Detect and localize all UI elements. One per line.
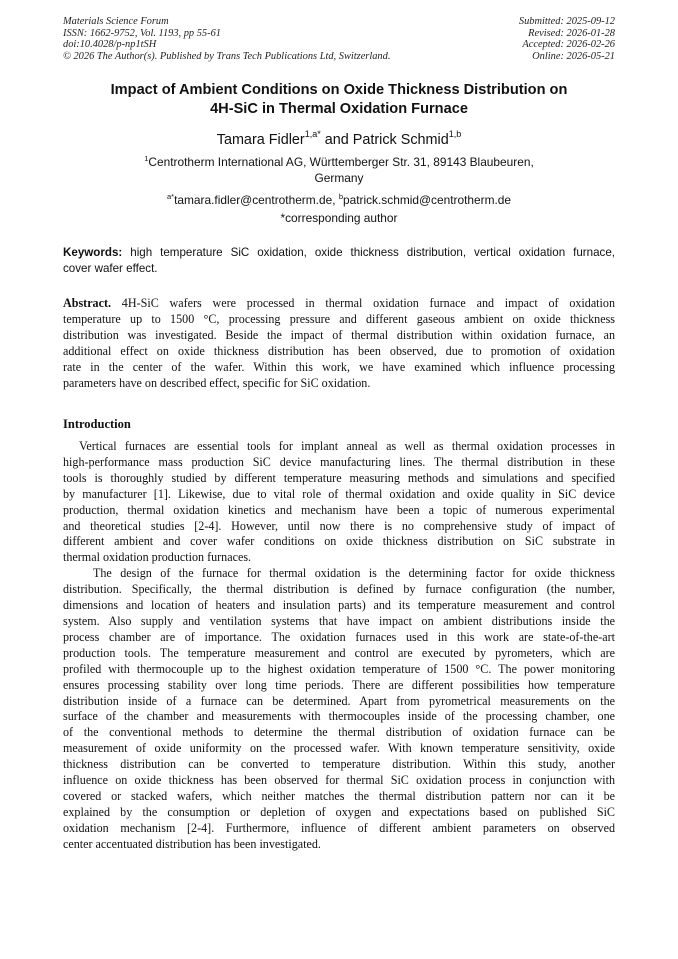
paragraph-line: ensures processing stability over long time periods. There are different possibilities how temperature <box>63 677 615 692</box>
section-heading-introduction: Introduction <box>63 417 131 431</box>
journal-name: Materials Science Forum <box>63 16 169 27</box>
paragraph-line: distribution. Specifically, the thermal distribution is defined by furnace configuration (the number, <box>63 582 615 597</box>
email-superscript: a* <box>166 192 175 201</box>
author-name: Tamara Fidler <box>216 131 305 148</box>
paragraph-line: different ambient and cover wafer conditions on oxide thickness distribution on SiC substrate in <box>63 534 615 549</box>
keywords-text: cover wafer effect. <box>63 261 158 275</box>
keywords-label: Keywords: <box>63 246 123 259</box>
affiliation <box>63 151 615 187</box>
paragraph-line: by manufacturer [1]. Likewise, due to vital role of thermal oxidation and oxide quality in SiC device <box>63 486 615 501</box>
paragraph-line: dimensions and location of heaters and insulation parts) and its temperature measurement and control <box>63 598 615 613</box>
introduction-body <box>63 439 615 853</box>
author-superscript: 1,b <box>448 129 462 139</box>
paragraph-line: measurement of oxide uniformity on the processed wafer. With known temperature sensitivity, oxide <box>63 741 615 756</box>
paragraph-line: distribution inside of a furnace can be determined. Apart from pyrometrical measurements on the <box>63 693 615 708</box>
affiliation-line: Centrotherm International AG, Württemberger Str. 31, 89143 Blaubeuren, <box>148 154 534 169</box>
abstract-line: distribution was investigated. Beside the impact of thermal distribution within oxidation furnace, an <box>63 327 615 342</box>
affiliation-line: Germany <box>314 171 364 186</box>
email-line <box>63 189 615 208</box>
abstract-line: parameters have on described effect, specific for SiC oxidation. <box>63 375 371 390</box>
paragraph-line: oxidation mechanism [2-4]. Furthermore, influence of different ambient parameters on observed <box>63 820 615 835</box>
author-list <box>63 126 615 149</box>
paragraph-line: system. Also supply and ventilation systems that have impact on ambient distributions inside the <box>63 613 615 628</box>
keywords-text: high temperature SiC oxidation, oxide thickness distribution, vertical oxidation furnace, <box>122 246 615 259</box>
paragraph-line: covered or stacked wafers, which neither matches the thermal distribution pattern nor can it be <box>63 788 615 803</box>
paragraph-line: The design of the furnace for thermal oxidation is the determining factor for oxide thickness <box>93 566 615 581</box>
paragraph-line: high-performance mass production SiC device manufacturing lines. The thermal distribution in these <box>63 454 615 469</box>
paper-title <box>63 81 615 118</box>
revised-date: Revised: 2026-01-28 <box>528 27 615 39</box>
abstract-label: Abstract. <box>63 296 112 310</box>
abstract-section <box>63 296 615 391</box>
online-date: Online: 2026-05-21 <box>532 50 615 62</box>
accepted-date: Accepted: 2026-02-26 <box>522 39 615 51</box>
title-line: 4H-SiC in Thermal Oxidation Furnace <box>210 100 468 117</box>
paragraph-line: of the conventional methods to determine the thermal distribution of oxidation furnace can be <box>63 725 615 740</box>
paragraph-line: surface of the chamber and measurements with thermocouples inside of the processing chamber, one <box>63 709 615 724</box>
paragraph-line: influence on oxide thickness has been observed for thermal SiC oxidation process in conjunction with <box>63 773 615 788</box>
title-line: Impact of Ambient Conditions on Oxide Thickness Distribution on <box>110 82 568 98</box>
affiliation-superscript: 1 <box>144 154 149 163</box>
paragraph-line: thickness distribution can be converted to temperature distribution. Within this study, another <box>63 757 615 772</box>
paragraph-line: center accentuated distribution has been investigated. <box>63 836 321 851</box>
paragraph-line: Vertical furnaces are essential tools for implant anneal as well as thermal oxidation processes in <box>79 439 615 453</box>
author-name: Patrick Schmid <box>352 131 449 148</box>
doi-line: doi:10.4028/p-np1tSH <box>63 39 157 51</box>
paragraph-line: and theoretical studies [2-4]. However, until now there is no comprehensive study of impact of <box>63 518 615 533</box>
journal-info <box>63 16 463 62</box>
paragraph-line: process chamber are of importance. The oxidation furnaces used in this work are state-of-the-art <box>63 629 615 644</box>
submitted-date: Submitted: 2025-09-12 <box>518 16 615 27</box>
paragraph-line: thermal oxidation production furnaces. <box>63 550 252 565</box>
paragraph-line: explained by the consumption or depletion of oxygen and expectations based on published SiC <box>63 804 615 819</box>
paragraph-line: profiled with thermocouple up to the highest oxidation temperature of 1500 °C. The power monitoring <box>63 661 615 676</box>
keywords-section <box>63 245 615 276</box>
corresponding-note: *corresponding author <box>280 211 398 225</box>
author-superscript: 1,a* <box>304 129 321 139</box>
abstract-text: 4H-SiC wafers were processed in thermal oxidation furnace and impact of oxidation <box>111 296 615 310</box>
copyright-line: © 2026 The Author(s). Published by Trans Tech Publications Ltd, Switzerland. <box>63 50 391 62</box>
abstract-line: rate in the center of the wafer. Within this work, we have examined which influence processing <box>63 359 615 374</box>
email-link[interactable]: patrick.schmid@centrotherm.de <box>342 192 512 207</box>
email-link[interactable]: tamara.fidler@centrotherm.de, <box>174 192 339 207</box>
paragraph-line: production tools. The temperature measurement and control are executed by pyrometers, which are <box>63 645 615 660</box>
paragraph-line: production, thermal oxidation kinetics and mechanism have been a topic of numerous experimental <box>63 502 615 517</box>
author-conjunction: and <box>320 131 353 148</box>
abstract-line: temperature up to 1500 °C, processing pressure and different gaseous ambient on oxide thickness <box>63 311 615 326</box>
email-superscript: b <box>338 192 343 201</box>
issn-line: ISSN: 1662-9752, Vol. 1193, pp 55-61 <box>63 27 221 39</box>
paragraph-line: tools is thoroughly studied by different temperature measuring methods and simulations and specified <box>63 470 615 485</box>
dates-info <box>415 16 615 62</box>
abstract-line: additional effect on oxide thickness distribution has been observed, due to promotion of oxidation <box>63 343 615 358</box>
